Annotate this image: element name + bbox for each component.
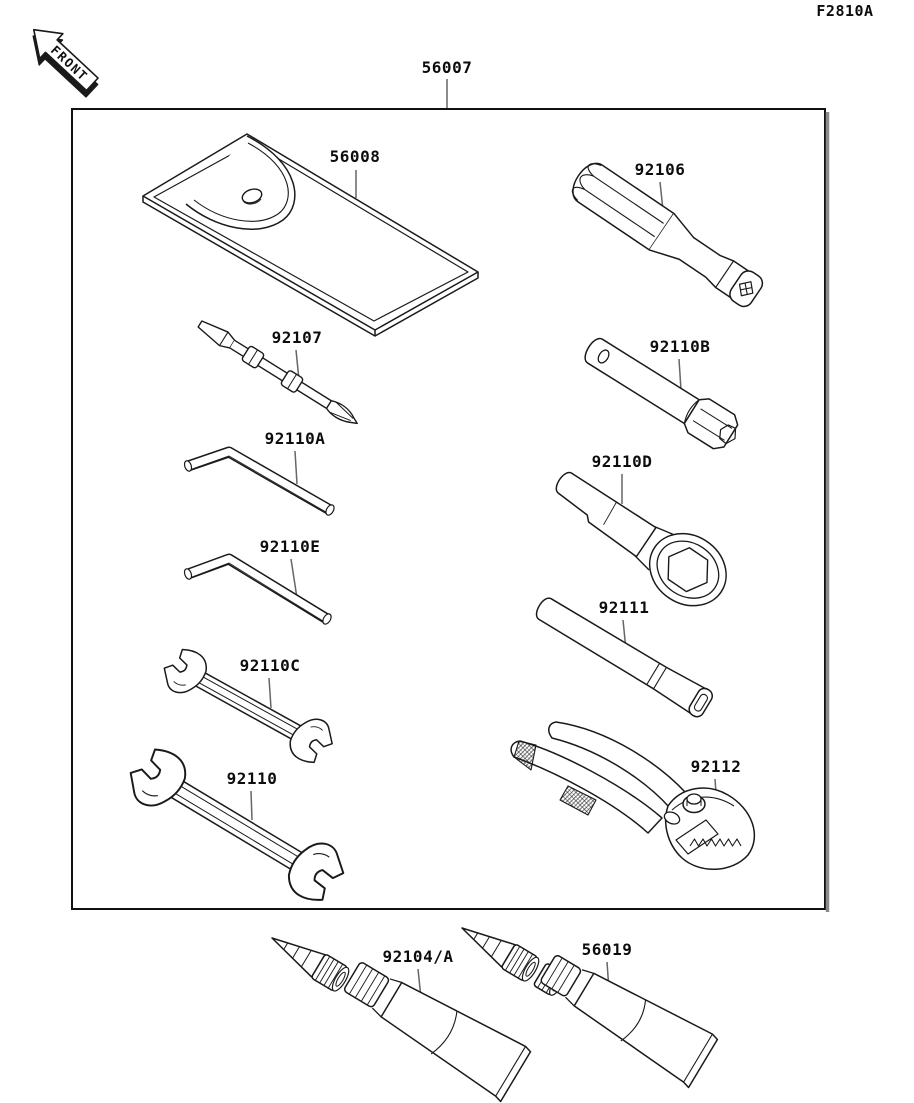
figure-code: F2810A (816, 2, 874, 20)
front-arrow (19, 17, 107, 103)
callout-driver-handle: 92106 (634, 160, 686, 179)
callout-tube-a: 92104/A (382, 947, 454, 966)
callout-tool-bag: 56008 (329, 147, 381, 166)
callout-open-end-wrench-small: 92110C (239, 656, 301, 675)
callout-box-end-wrench: 92110D (591, 452, 653, 471)
front-arrow-label: FRONT (47, 42, 92, 85)
tool-bag-art (143, 134, 478, 336)
hex-wrench-e-art (183, 559, 333, 626)
callout-tube-b: 56019 (581, 940, 633, 959)
hex-wrench-a-art (183, 452, 336, 517)
driver-handle-art (566, 157, 768, 313)
callout-hex-wrench-e: 92110E (259, 537, 321, 556)
callout-open-end-wrench-large: 92110 (226, 769, 278, 788)
callout-assembly: 56007 (421, 58, 473, 77)
open-end-wrench-large-art (115, 734, 355, 916)
callout-pliers: 92112 (690, 757, 742, 776)
callout-plug-wrench: 92110B (649, 337, 711, 356)
pliers-art (511, 722, 754, 869)
box-end-wrench-art (539, 454, 740, 620)
callout-screwdriver: 92107 (271, 328, 323, 347)
callout-tool-grip: 92111 (598, 598, 650, 617)
callout-hex-wrench-a: 92110A (264, 429, 326, 448)
